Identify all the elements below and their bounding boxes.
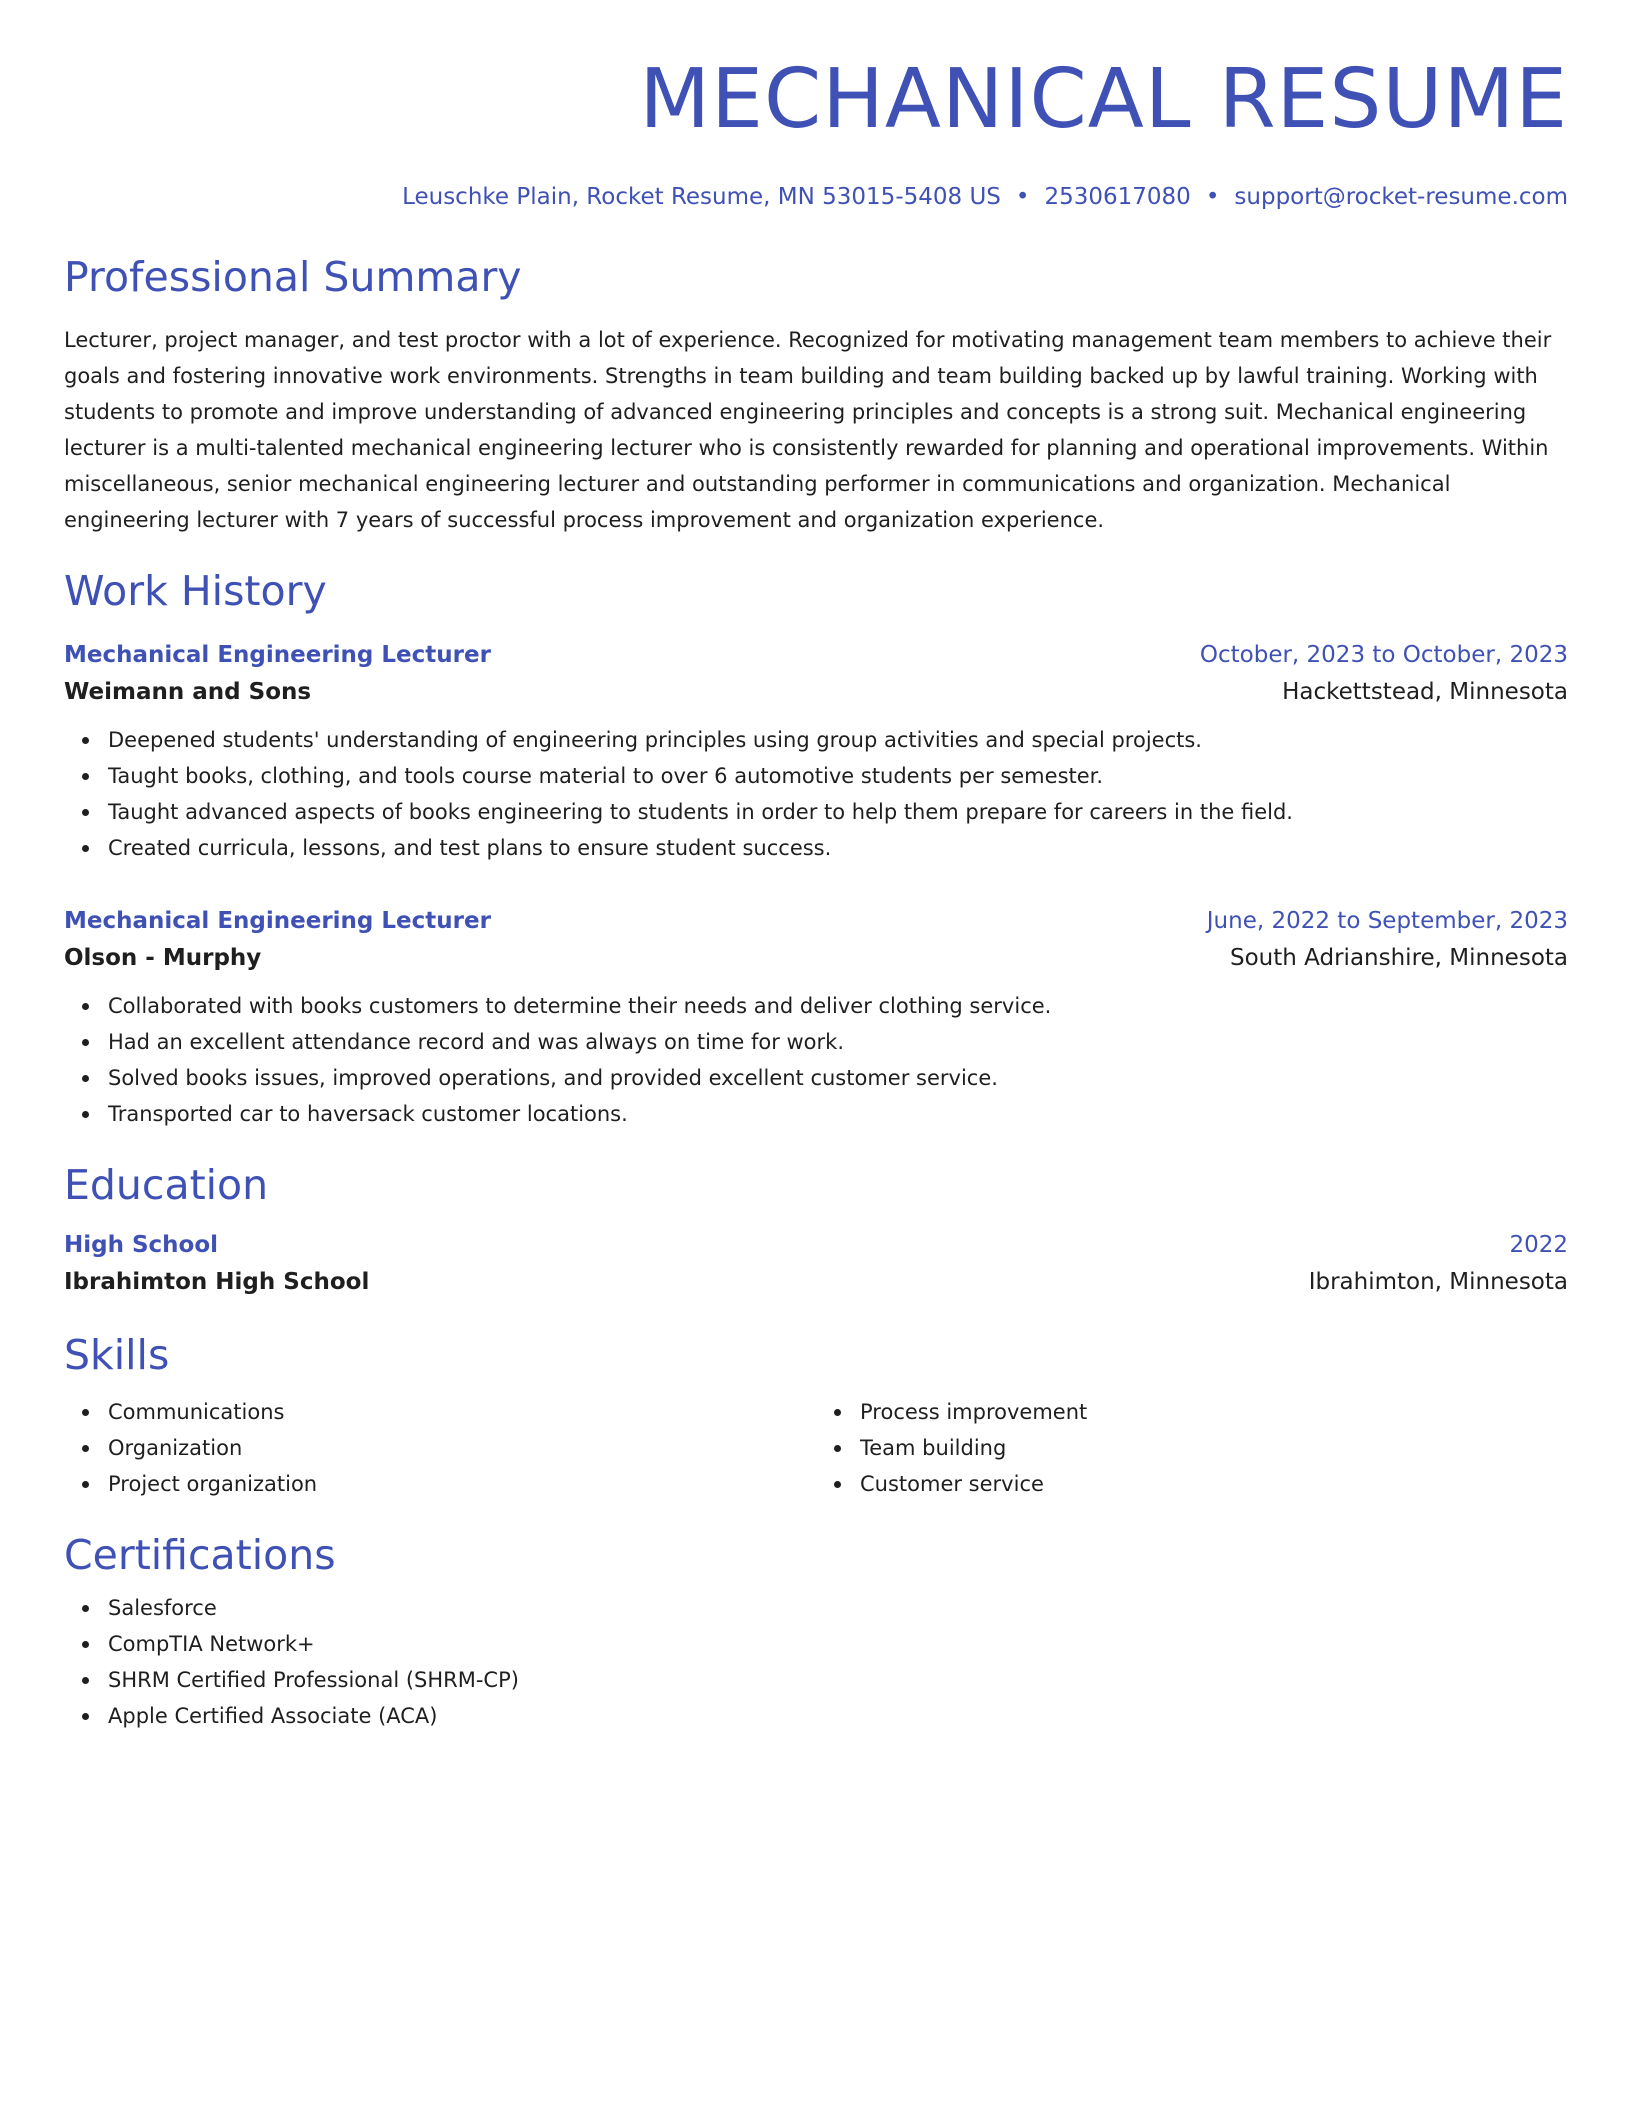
skill-item: Process improvement [860, 1394, 1568, 1430]
job-location: South Adrianshire, Minnesota [1230, 945, 1568, 971]
skill-item: Communications [108, 1394, 816, 1430]
job-entry [64, 638, 1568, 866]
list-item: Had an excellent attendance record and was always on time for work. [108, 1024, 1568, 1060]
contact-phone: 2530617080 [1044, 184, 1191, 210]
job-bullets [64, 988, 1568, 1132]
contact-address: Leuschke Plain, Rocket Resume, MN 53015-5408 US [402, 184, 1001, 210]
certification-item: Apple Certified Associate (ACA) [108, 1698, 1568, 1734]
job-header-row [64, 638, 1568, 672]
skills-columns [64, 1394, 1568, 1502]
skills-left-list [64, 1394, 816, 1502]
summary-heading: Professional Summary [64, 253, 522, 301]
skills-right-list [816, 1394, 1568, 1502]
certifications-list [64, 1590, 1568, 1734]
list-item: Created curricula, lessons, and test plans to ensure student success. [108, 830, 1568, 866]
education-location: Ibrahimton, Minnesota [1308, 1269, 1568, 1295]
job-entry [64, 904, 1568, 1132]
work-history-heading: Work History [64, 567, 327, 615]
education-school-row [64, 1262, 1568, 1302]
education-entry [64, 1228, 1568, 1302]
contact-separator: • [1205, 184, 1220, 210]
contact-email: support@rocket-resume.com [1234, 184, 1568, 210]
job-header-row [64, 904, 1568, 938]
skill-item: Team building [860, 1430, 1568, 1466]
list-item: Solved books issues, improved operations, and provided excellent customer service. [108, 1060, 1568, 1096]
certification-item: SHRM Certified Professional (SHRM-CP) [108, 1662, 1568, 1698]
skill-item: Organization [108, 1430, 816, 1466]
contact-line [64, 180, 1568, 214]
job-employer: Weimann and Sons [64, 679, 312, 705]
education-degree: High School [64, 1232, 219, 1258]
job-title: Mechanical Engineering Lecturer [64, 908, 491, 934]
job-employer-row [64, 672, 1568, 712]
skill-item: Project organization [108, 1466, 816, 1502]
education-heading: Education [64, 1161, 269, 1209]
summary-text: Lecturer, project manager, and test proctor with a lot of experience. Recognized for motivating management team members to achieve their goals and fostering innovative work environments. Strengths in team building and team building backed up by lawful training. Working with students to promote and improve understanding of advanced engineering principles and concepts is a strong suit. Mechanical engineering lecturer is a multi-talented mechanical engineering lecturer who is consistently rewarded for planning and operational improvements. Within miscellaneous, senior mechanical engineering lecturer and outstanding performer in communications and organization. Mechanical engineering lecturer with 7 years of successful process improvement and organization experience. [64, 328, 1552, 532]
certification-item: CompTIA Network+ [108, 1626, 1568, 1662]
certifications-heading: Certifications [64, 1531, 336, 1579]
job-employer-row [64, 938, 1568, 978]
list-item: Transported car to haversack customer locations. [108, 1096, 1568, 1132]
list-item: Collaborated with books customers to determine their needs and deliver clothing service. [108, 988, 1568, 1024]
job-title: Mechanical Engineering Lecturer [64, 642, 491, 668]
list-item: Deepened students' understanding of engineering principles using group activities and special projects. [108, 722, 1568, 758]
job-dates: June, 2022 to September, 2023 [1206, 908, 1568, 934]
certification-item: Salesforce [108, 1590, 1568, 1626]
skills-heading: Skills [64, 1331, 170, 1379]
job-employer: Olson - Murphy [64, 945, 262, 971]
job-bullets [64, 722, 1568, 866]
job-dates: October, 2023 to October, 2023 [1199, 642, 1568, 668]
education-header-row [64, 1228, 1568, 1262]
list-item: Taught advanced aspects of books engineering to students in order to help them prepare for careers in the field. [108, 794, 1568, 830]
contact-separator: • [1015, 184, 1030, 210]
list-item: Taught books, clothing, and tools course material to over 6 automotive students per semester. [108, 758, 1568, 794]
job-location: Hackettstead, Minnesota [1282, 679, 1568, 705]
skill-item: Customer service [860, 1466, 1568, 1502]
education-year: 2022 [1509, 1232, 1568, 1258]
resume-name: MECHANICAL RESUME [639, 52, 1568, 147]
education-school: Ibrahimton High School [64, 1269, 370, 1295]
